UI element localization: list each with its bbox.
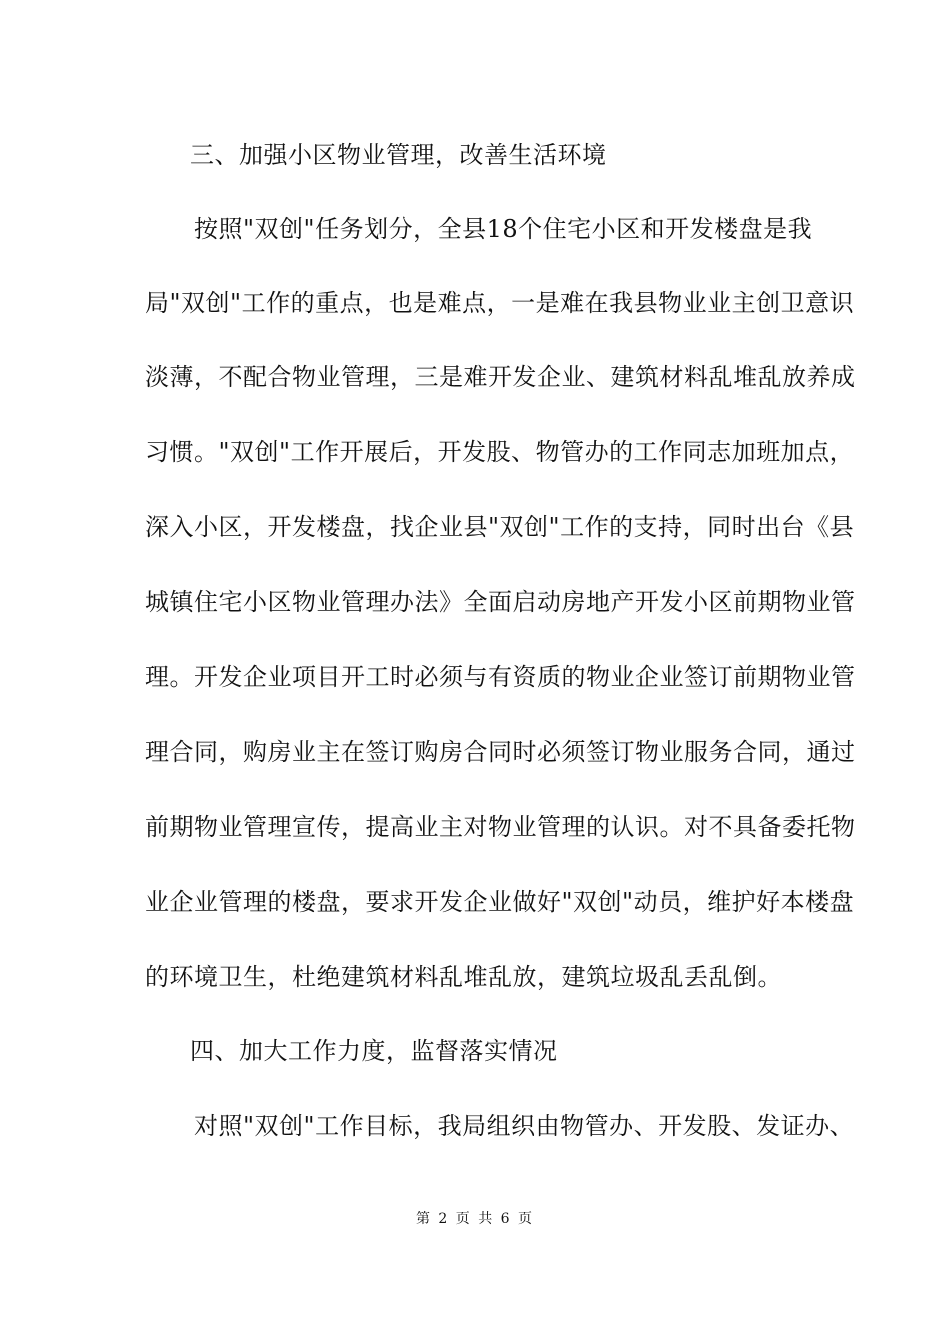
paragraph-line: 按照"双创"任务划分，全县18个住宅小区和开发楼盘是我 bbox=[194, 215, 813, 243]
paragraph-line: 淡薄，不配合物业管理，三是难开发企业、建筑材料乱堆乱放养成 bbox=[145, 363, 856, 391]
paragraph-line: 业企业管理的楼盘，要求开发企业做好"双创"动员，维护好本楼盘 bbox=[145, 888, 855, 916]
paragraph-line: 的环境卫生，杜绝建筑材料乱堆乱放，建筑垃圾乱丢乱倒。 bbox=[145, 963, 782, 991]
paragraph-line: 理。开发企业项目开工时必须与有资质的物业企业签订前期物业管 bbox=[145, 663, 856, 691]
paragraph-line: 对照"双创"工作目标，我局组织由物管办、开发股、发证办、 bbox=[194, 1112, 855, 1140]
paragraph-line: 深入小区，开发楼盘，找企业县"双创"工作的支持，同时出台《县 bbox=[145, 513, 855, 541]
section-heading-four: 四、加大工作力度，监督落实情况 bbox=[190, 1037, 558, 1065]
paragraph-line: 理合同，购房业主在签订购房合同时必须签订物业服务合同，通过 bbox=[145, 738, 856, 766]
paragraph-line: 前期物业管理宣传，提高业主对物业管理的认识。对不具备委托物 bbox=[145, 813, 856, 841]
section-heading-three: 三、加强小区物业管理，改善生活环境 bbox=[190, 141, 607, 169]
paragraph-line: 习惯。"双创"工作开展后，开发股、物管办的工作同志加班加点， bbox=[145, 438, 855, 466]
paragraph-line: 城镇住宅小区物业管理办法》全面启动房地产开发小区前期物业管 bbox=[145, 588, 856, 616]
page-number-footer: 第 2 页 共 6 页 bbox=[415, 1211, 535, 1227]
paragraph-line: 局"双创"工作的重点，也是难点，一是难在我县物业业主创卫意识 bbox=[145, 289, 855, 317]
